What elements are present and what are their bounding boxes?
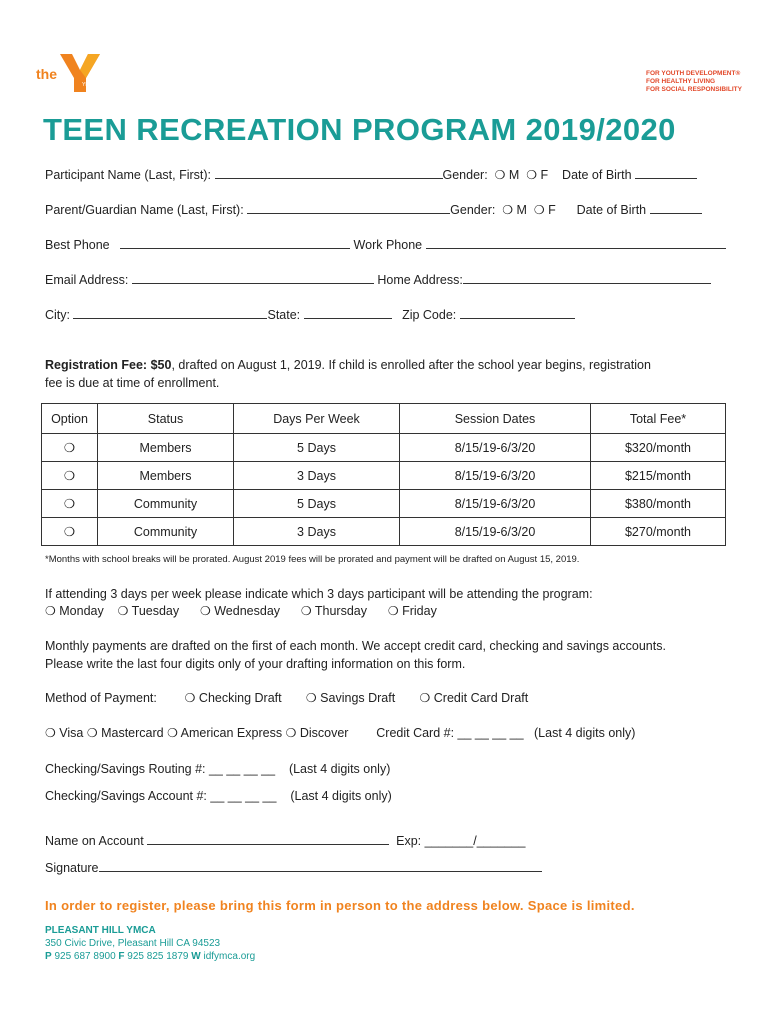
cell-days: 3 Days (234, 518, 400, 546)
radio-icon[interactable]: ❍ (167, 726, 178, 740)
cc-label[interactable]: Credit Card #: __ __ __ __ (376, 726, 524, 740)
cell-dates: 8/15/19-6/3/20 (400, 518, 591, 546)
email-field[interactable] (132, 272, 374, 284)
radio-icon[interactable]: ❍ (305, 691, 317, 705)
cell-fee: $380/month (591, 490, 726, 518)
state-label: State: (267, 308, 301, 322)
last4-note: (Last 4 digits only) (288, 762, 391, 776)
card-option: Discover (299, 726, 349, 740)
radio-icon[interactable]: ❍ (45, 604, 56, 618)
cell-fee: $270/month (591, 518, 726, 546)
day-option: Friday (402, 604, 437, 618)
phone: 925 687 8900 (54, 951, 116, 962)
payment-info-2: Please write the last four digits only of your drafting information on this form. (45, 657, 466, 671)
account-label[interactable]: Checking/Savings Account #: __ __ __ __ (45, 789, 277, 803)
gender-m: M (516, 203, 527, 217)
name-account-field[interactable] (147, 833, 389, 845)
day-option: Thursday (314, 604, 367, 618)
ymca-logo (36, 48, 106, 93)
table-row (42, 490, 726, 518)
table-header-row (42, 404, 726, 434)
radio-icon[interactable]: ❍ (184, 691, 196, 705)
method-label: Method of Payment: (45, 691, 157, 705)
email-label: Email Address: (45, 273, 129, 287)
col-header: Total Fee* (591, 404, 726, 434)
fee-table (41, 403, 726, 546)
fax-label: F (118, 951, 125, 962)
logo-ymca: YMCA (82, 82, 97, 88)
radio-icon[interactable]: ❍ (285, 726, 297, 740)
home-address-field[interactable] (463, 272, 711, 284)
col-header: Option (42, 404, 98, 434)
radio-icon[interactable]: ❍ (533, 203, 545, 217)
parent-row (45, 202, 702, 217)
method-option: Savings Draft (320, 691, 396, 705)
option-radio-icon[interactable]: ❍ (42, 490, 98, 518)
tagline (646, 70, 742, 94)
day-option: Monday (59, 604, 104, 618)
radio-icon[interactable]: ❍ (526, 168, 538, 182)
dob-label: Date of Birth (562, 168, 632, 182)
home-address-label: Home Address: (377, 273, 463, 287)
routing-row (45, 762, 390, 776)
signature-field[interactable] (99, 860, 542, 872)
radio-icon[interactable]: ❍ (502, 203, 514, 217)
days-options (45, 604, 437, 618)
fee-rest: , drafted on August 1, 2019. If child is enrolled after the school year begins, registration (171, 358, 651, 372)
register-instruction: In order to register, please bring this form in person to the address below. Space is limited. (45, 898, 635, 913)
cell-days: 5 Days (234, 490, 400, 518)
participant-field[interactable] (215, 167, 443, 179)
radio-icon[interactable]: ❍ (86, 726, 98, 740)
col-header: Days Per Week (234, 404, 400, 434)
city-label: City: (45, 308, 70, 322)
signature-row (45, 860, 542, 875)
radio-icon[interactable]: ❍ (387, 604, 399, 618)
table-note: *Months with school breaks will be prorated. August 2019 fees will be prorated and payment will be drafted on August 15, 2019. (45, 554, 580, 565)
day-option: Tuesday (131, 604, 180, 618)
method-option: Checking Draft (198, 691, 282, 705)
page-title: TEEN RECREATION PROGRAM 2019/2020 (43, 112, 676, 147)
col-header: Status (98, 404, 234, 434)
work-phone-field[interactable] (426, 237, 726, 249)
cell-days: 3 Days (234, 462, 400, 490)
card-option: Visa (59, 726, 84, 740)
fax: 925 825 1879 (127, 951, 189, 962)
radio-icon[interactable]: ❍ (419, 691, 431, 705)
option-radio-icon[interactable]: ❍ (42, 462, 98, 490)
logo-the: the (36, 66, 57, 82)
tagline-line: FOR YOUTH DEVELOPMENT® (646, 70, 741, 77)
cell-status: Community (98, 518, 234, 546)
parent-label: Parent/Guardian Name (Last, First): (45, 203, 244, 217)
dob-field[interactable] (650, 202, 702, 214)
last4-note: (Last 4 digits only) (534, 726, 636, 740)
cell-status: Community (98, 490, 234, 518)
web-label: W (191, 951, 201, 962)
radio-icon[interactable]: ❍ (117, 604, 129, 618)
parent-field[interactable] (247, 202, 450, 214)
card-row (45, 726, 635, 740)
cell-status: Members (98, 434, 234, 462)
gender-f: F (540, 168, 549, 182)
best-phone-label: Best Phone (45, 238, 110, 252)
fee-line2: fee is due at time of enrollment. (45, 376, 220, 390)
city-row (45, 307, 575, 322)
col-header: Session Dates (400, 404, 591, 434)
org-contact (45, 951, 255, 962)
option-radio-icon[interactable]: ❍ (42, 434, 98, 462)
participant-label: Participant Name (Last, First): (45, 168, 212, 182)
radio-icon[interactable]: ❍ (494, 168, 506, 182)
cell-dates: 8/15/19-6/3/20 (400, 490, 591, 518)
cell-dates: 8/15/19-6/3/20 (400, 462, 591, 490)
gender-f: F (548, 203, 556, 217)
payment-info-1: Monthly payments are drafted on the first of each month. We accept credit card, checking and savings accounts. (45, 639, 666, 653)
tagline-line: FOR HEALTHY LIVING (646, 78, 716, 85)
account-row (45, 789, 392, 803)
zip-field[interactable] (460, 307, 575, 319)
work-phone-label: Work Phone (353, 238, 423, 252)
org-address: 350 Civic Drive, Pleasant Hill CA 94523 (45, 938, 221, 949)
city-field[interactable] (73, 307, 267, 319)
gender-m: M (508, 168, 520, 182)
cell-fee: $320/month (591, 434, 726, 462)
table-row (42, 434, 726, 462)
dob-label: Date of Birth (576, 203, 647, 217)
gender-label: Gender: (442, 168, 488, 182)
radio-icon[interactable]: ❍ (300, 604, 312, 618)
exp-field[interactable]: Exp: _______/_______ (396, 834, 526, 848)
best-phone-field[interactable] (120, 237, 350, 249)
table-row (42, 462, 726, 490)
signature-label: Signature (45, 861, 99, 875)
method-option: Credit Card Draft (433, 691, 529, 705)
card-option: American Express (180, 726, 283, 740)
fee-bold: Registration Fee: $50 (45, 358, 172, 372)
name-account-row (45, 833, 525, 848)
phone-label: P (45, 951, 52, 962)
radio-icon[interactable]: ❍ (45, 726, 56, 740)
days-prompt: If attending 3 days per week please indicate which 3 days participant will be attending the program: (45, 587, 593, 601)
name-account-label: Name on Account (45, 834, 144, 848)
card-option: Mastercard (101, 726, 164, 740)
cell-status: Members (98, 462, 234, 490)
routing-label[interactable]: Checking/Savings Routing #: __ __ __ __ (45, 762, 276, 776)
dob-field[interactable] (635, 167, 697, 179)
cell-days: 5 Days (234, 434, 400, 462)
day-option: Wednesday (214, 604, 281, 618)
method-row (45, 691, 528, 705)
cell-fee: $215/month (591, 462, 726, 490)
email-row (45, 272, 711, 287)
phone-row (45, 237, 726, 252)
registration-fee (45, 358, 651, 372)
tagline-line: FOR SOCIAL RESPONSIBILITY (646, 86, 742, 93)
org-name: PLEASANT HILL YMCA (45, 925, 156, 936)
state-field[interactable] (304, 307, 392, 319)
participant-row (45, 167, 697, 182)
gender-label: Gender: (450, 203, 496, 217)
last4-note: (Last 4 digits only) (290, 789, 392, 803)
option-radio-icon[interactable]: ❍ (42, 518, 98, 546)
zip-label: Zip Code: (402, 308, 457, 322)
website-link[interactable]: idfymca.org (203, 951, 256, 962)
cell-dates: 8/15/19-6/3/20 (400, 434, 591, 462)
table-row (42, 518, 726, 546)
radio-icon[interactable]: ❍ (199, 604, 211, 618)
